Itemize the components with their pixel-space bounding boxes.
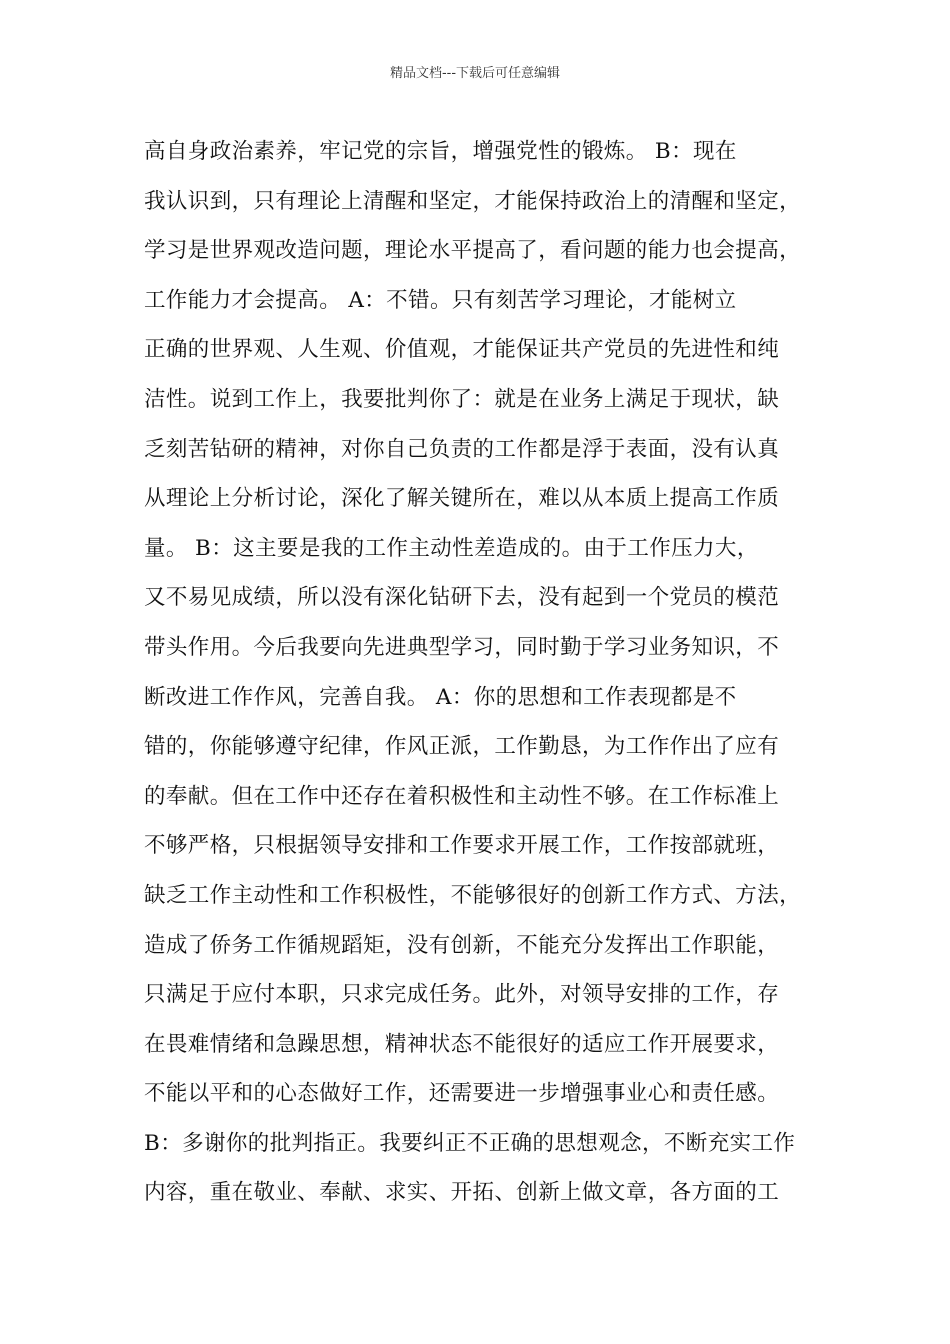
text-line: 高自身政治素养，牢记党的宗旨，增强党性的锻炼。 B：现在 — [144, 139, 737, 164]
text-line: 内容，重在敬业、奉献、求实、开拓、创新上做文章，各方面的工 — [144, 1180, 780, 1206]
text-line: 工作能力才会提高。 A：不错。只有刻苦学习理论，才能树立 — [144, 287, 737, 313]
text-line: 不能以平和的心态做好工作，还需要进一步增强事业心和责任感。 — [144, 1081, 780, 1107]
text-line: B：多谢你的批判指正。我要纠正不正确的思想观念，不断充实工作 — [144, 1130, 796, 1156]
text-line: 从理论上分析讨论，深化了解关键所在，难以从本质上提高工作质 — [144, 486, 780, 512]
text-line: 量。 B：这主要是我的工作主动性差造成的。由于工作压力大， — [144, 535, 759, 561]
text-line: 不够严格，只根据领导安排和工作要求开展工作，工作按部就班， — [144, 833, 780, 859]
text-line: 造成了侨务工作循规蹈矩，没有创新，不能充分发挥出工作职能， — [144, 932, 780, 958]
text-line: 在畏难情绪和急躁思想，精神状态不能很好的适应工作开展要求， — [144, 1031, 780, 1057]
text-line: 乏刻苦钻研的精神，对你自己负责的工作都是浮于表面，没有认真 — [144, 436, 780, 462]
text-line: 正确的世界观、人生观、价值观，才能保证共产党员的先进性和纯 — [144, 337, 780, 363]
text-line: 只满足于应付本职，只求完成任务。此外，对领导安排的工作，存 — [144, 982, 780, 1008]
text-line: 学习是世界观改造问题，理论水平提高了，看问题的能力也会提高， — [144, 238, 802, 264]
text-line: 又不易见成绩，所以没有深化钻研下去，没有起到一个党员的模范 — [144, 585, 780, 611]
text-line: 缺乏工作主动性和工作积极性，不能够很好的创新工作方式、方法， — [144, 882, 802, 908]
text-line: 断改进工作作风，完善自我。 A：你的思想和工作表现都是不 — [144, 684, 737, 710]
page-header: 精品文档---下载后可任意编辑 — [389, 66, 561, 81]
body-text — [144, 132, 820, 1223]
text-line: 我认识到，只有理论上清醒和坚定，才能保持政治上的清醒和坚定， — [144, 188, 802, 214]
text-line: 带头作用。今后我要向先进典型学习，同时勤于学习业务知识，不 — [144, 634, 780, 660]
text-line: 错的，你能够遵守纪律，作风正派，工作勤恳，为工作作出了应有 — [144, 734, 780, 760]
text-line: 洁性。说到工作上，我要批判你了：就是在业务上满足于现状，缺 — [144, 386, 780, 412]
text-line: 的奉献。但在工作中还存在着积极性和主动性不够。在工作标准上 — [144, 783, 780, 809]
